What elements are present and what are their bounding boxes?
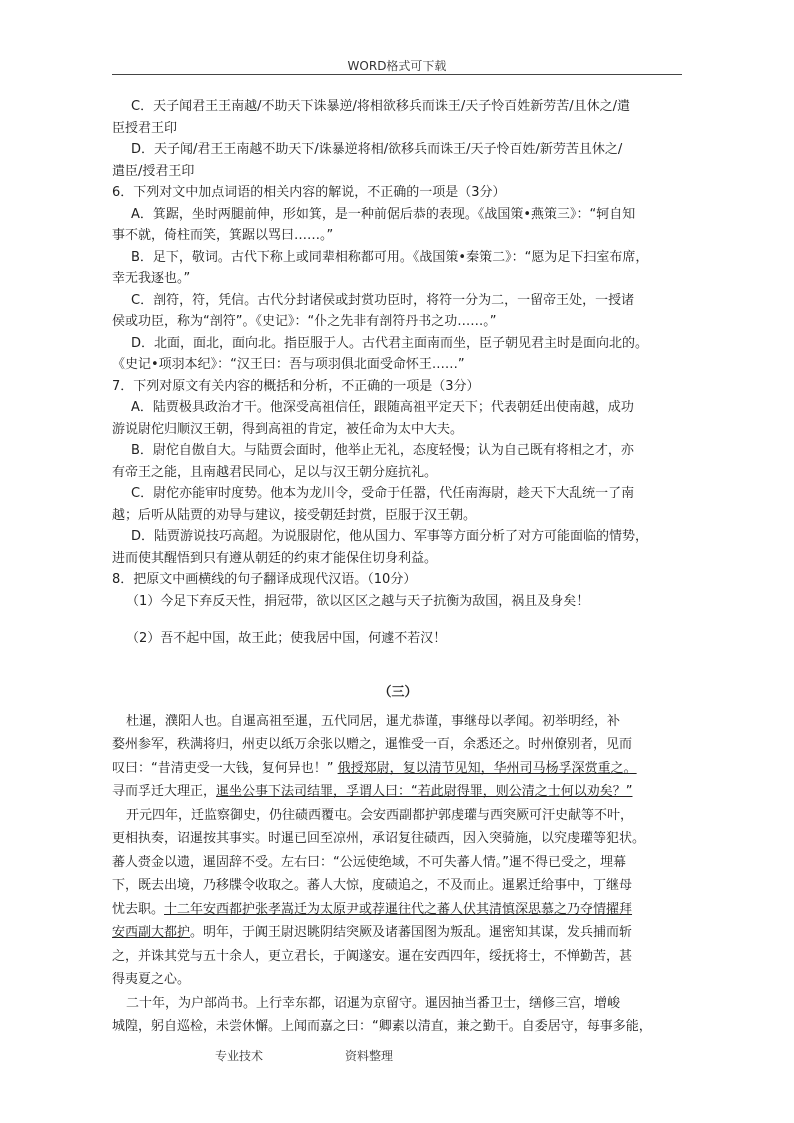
q6-option-d-line2: 《史记•项羽本纪》：“汉王曰：吾与项羽俱北面受命怀王……” xyxy=(112,357,465,372)
q6-option-c-line2: 侯或功臣，称为“剖符”。《史记》：“仆之先非有剖符丹书之功……。” xyxy=(112,314,497,329)
q6-option-b-line2: 幸无我逐也。” xyxy=(112,271,191,286)
footer-right-text: 资料整理 xyxy=(345,1049,394,1063)
passage-text: 叹曰：“昔清吏受一大钱，复何异也！” xyxy=(112,760,338,776)
passage-p2-line5 xyxy=(112,898,684,922)
q7-option-a-line1: A．陆贾极具政治才干。他深受高祖信任，跟随高祖平定天下；代表朝廷出使南越，成功 xyxy=(131,400,634,415)
passage-p1-line4 xyxy=(112,780,684,804)
section-gap xyxy=(112,650,684,682)
passage-p2-line1: 开元四年，迁监察御史，仍往碛西覆屯。会安西副都护郭虔瓘与西突厥可汗史献等不叶， xyxy=(126,807,634,823)
question-8-stem: 8．把原文中画横线的句子翻译成现代汉语。（10分） xyxy=(112,572,417,587)
underlined-sentence: 十二年安西都护张孝嵩迁为太原尹或荐暹往代之蕃人伏其清慎深思慕之乃夺情擢拜 xyxy=(164,901,633,917)
question-6-stem: 6．下列对文中加点词语的相关内容的解说，不正确的一项是（3分） xyxy=(112,185,506,200)
option-5c-line2: 臣授君王印 xyxy=(112,120,178,136)
q8-sentence-1: （1）今足下弃反天性，捐冠带，欲以区区之越与天子抗衡为敌国，祸且及身矣！ xyxy=(126,593,590,609)
q6-option-a-line2: 事不就，倚柱而笑，箕踞以骂曰……。” xyxy=(112,228,334,243)
passage-p2-line8: 得夷夏之心。 xyxy=(112,972,191,987)
q7-option-c-line1: C．尉佗亦能审时度势。他本为龙川令，受命于任嚣，代任南海尉，趁天下大乱统一了南 xyxy=(131,486,635,501)
passage-text: 寻而孚迁大理正， xyxy=(112,784,217,799)
footer-left-text: 专业技术 xyxy=(215,1049,264,1063)
section-3-passage xyxy=(112,710,684,1039)
passage-p2-line4: 下，既去出境，乃移牒令收取之。蕃人大惊，度碛追之，不及而止。暹累迁给事中，丁继母 xyxy=(112,878,633,893)
underlined-sentence: 暹坐公事下法司结罪，孚谓人曰：“若此尉得罪，则公清之士何以劝矣？” xyxy=(216,784,633,799)
q7-option-a-line2: 游说尉佗归顺汉王朝，得到高祖的肯定，被任命为太中大夫。 xyxy=(112,421,464,437)
passage-text: 。明年，于阗王尉迟眺阴结突厥及诸蕃国图为叛乱。暹密知其谋，发兵捕而斩 xyxy=(190,925,633,940)
q7-option-b-line1: B．尉佗自傲自大。与陆贾会面时，他举止无礼，态度轻慢；认为自己既有将相之才，亦 xyxy=(131,443,634,458)
passage-p1-line1: 杜暹，濮阳人也。自暹高祖至暹，五代同居，暹尤恭谨，事继母以孝闻。初举明经，补 xyxy=(126,713,621,729)
passage-p2-line7: 之，并诛其党与五十余人，更立君长，于阗遂安。暹在安西四年，绥抚将士，不惮勤苦，甚 xyxy=(112,948,633,964)
passage-p2-line2: 更相执奏，诏暹按其事实。时暹已回至凉州，承诏复往碛西，因入突骑施，以究虔瓘等犯状。 xyxy=(112,831,646,846)
header-divider xyxy=(112,74,682,75)
q6-option-d-line1: D．北面，面北，面向北。指臣服于人。古代君主面南而坐，臣子朝见君主时是面向北的。 xyxy=(131,335,649,351)
q6-option-b-line1: B．足下，敬词。古代下称上或同辈相称都可用。《战国策•秦策二》：“愿为足下扫室布席， xyxy=(131,249,649,265)
page-header: WORD格式可下载 xyxy=(347,59,447,73)
passage-text: 忧去职。 xyxy=(112,901,165,917)
q7-option-c-line2: 越；后听从陆贾的劝导与建议，接受朝廷封赏，臣服于汉王朝。 xyxy=(112,507,477,523)
q6-option-c-line1: C．剖符，符，凭信。古代分封诸侯或封赏功臣时，将符一分为二，一留帝王处，一授诸 xyxy=(131,292,635,308)
document-body xyxy=(112,96,684,1039)
section-3-title: （三） xyxy=(378,684,418,700)
option-5d-line1: D．天子闻/君王王南越不助天下/诛暴逆将相/欲移兵而诛王/天子怜百姓/新劳苦且休之/ xyxy=(131,142,623,157)
q7-option-b-line2: 有帝王之能，且南越君民同心，足以与汉王朝分庭抗礼。 xyxy=(112,464,438,480)
option-5c-line1: C．天子闻君王王南越/不助天下诛暴逆/将相欲移兵而诛王/天子怜百姓新劳苦/且休之/遣 xyxy=(131,99,630,114)
passage-p3-line2: 城隍，躬自巡检，未尝休懈。上闻而嘉之曰：“卿素以清直，兼之勤干。自委居守，每事多能， xyxy=(112,1019,652,1034)
option-5d-line2: 遣臣/授君王印 xyxy=(112,163,195,179)
q7-option-d-line1: D．陆贾游说技巧高超。为说服尉佗，他从国力、军事等方面分析了对方可能面临的情势， xyxy=(131,529,649,544)
passage-p2-line3: 蕃人赍金以遗，暹固辞不受。左右曰：“公远使绝域，不可失蕃人情。”暹不得已受之，埋幕 xyxy=(112,854,626,870)
underlined-sentence: 安西副大都护 xyxy=(112,925,191,940)
answer-space xyxy=(112,612,684,628)
passage-p1-line2: 婺州参军，秩满将归，州吏以纸万余张以赠之，暹惟受一百，余悉还之。时州僚别者，见而 xyxy=(112,737,633,752)
q8-sentence-2: （2）吾不起中国，故王此；使我居中国，何遽不若汉！ xyxy=(126,631,447,646)
q6-option-a-line1: A．箕踞，坐时两腿前伸，形如箕，是一种前倨后恭的表现。《战国策•燕策三》：“轲自知 xyxy=(131,206,636,222)
question-7-stem: 7．下列对原文有关内容的概括和分析，不正确的一项是（3分） xyxy=(112,378,480,394)
passage-p2-line6 xyxy=(112,921,684,945)
passage-p3-line1: 二十年，为户部尚书。上行幸东都，诏暹为京留守。暹因抽当番卫士，缮修三宫，增峻 xyxy=(126,995,621,1011)
passage-p1-line3 xyxy=(112,757,684,781)
underlined-sentence: 俄授郑尉，复以清节见知，华州司马杨孚深赏重之。 xyxy=(337,760,637,776)
q7-option-d-line2: 进而使其醒悟到只有遵从朝廷的约束才能保住切身利益。 xyxy=(112,550,438,566)
